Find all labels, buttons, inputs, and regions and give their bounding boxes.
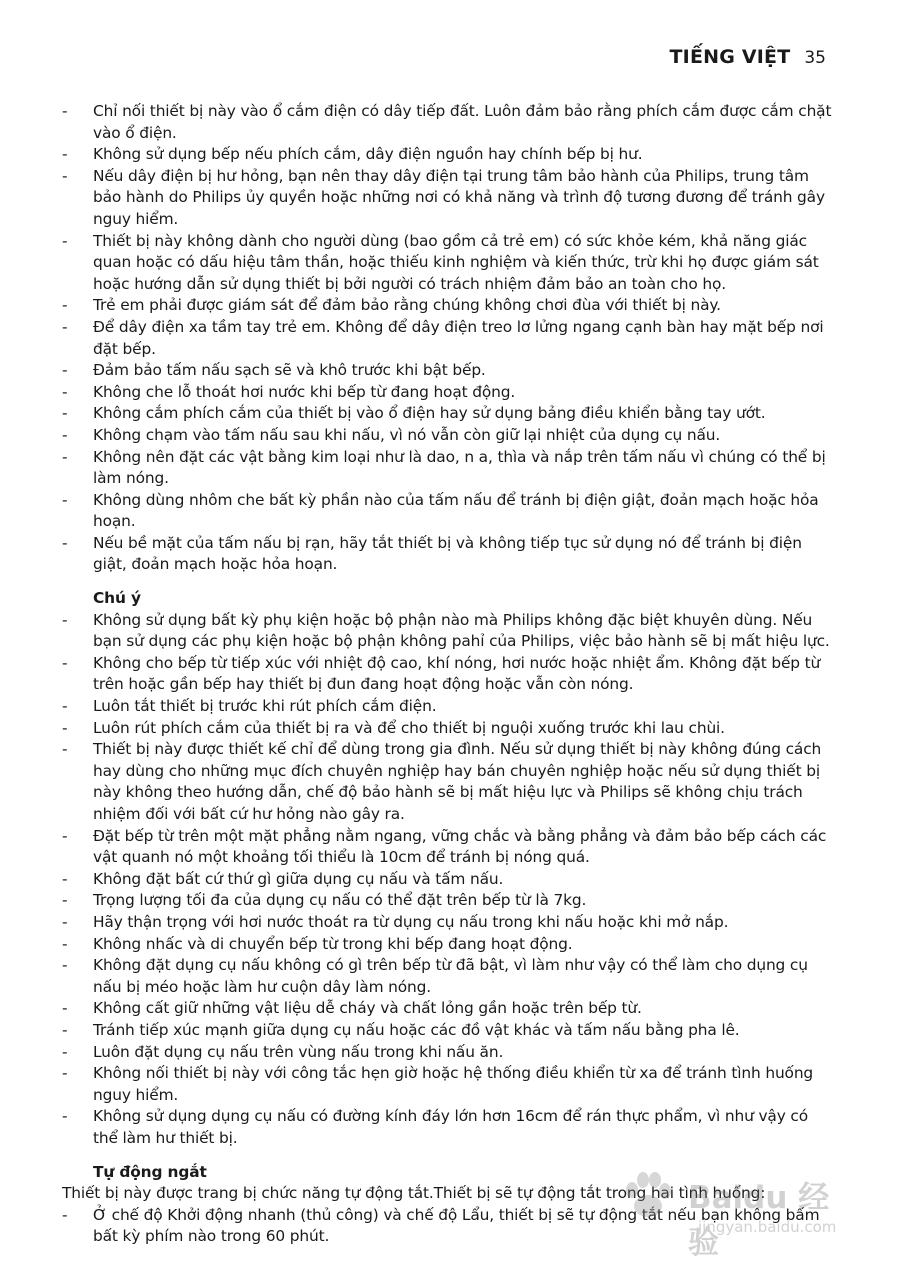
dash-bullet-icon: - — [62, 1064, 68, 1083]
dash-bullet-icon: - — [62, 826, 68, 845]
bullet-text: Không cắm phích cắm của thiết bị vào ổ điện hay sử dụng bảng điều khiển bằng tay ướt. — [93, 404, 766, 423]
bullet-item — [62, 490, 832, 533]
bullet-item — [62, 826, 832, 869]
bullet-text: Không nhấc và di chuyển bếp từ trong khi bếp đang hoạt động. — [93, 934, 573, 953]
bullet-text: Không che lỗ thoát hơi nước khi bếp từ đang hoạt động. — [93, 382, 516, 401]
dash-bullet-icon: - — [62, 718, 68, 737]
bullet-item — [62, 1106, 832, 1149]
watermark-brand: Baidu 经验 — [688, 1180, 830, 1261]
bullet-item — [62, 653, 832, 696]
page-number: 35 — [804, 48, 826, 68]
bullet-item — [62, 955, 832, 998]
bullet-item — [62, 101, 832, 144]
bullet-item — [62, 382, 832, 404]
bullet-text: Nếu bề mặt của tấm nấu bị rạn, hãy tắt thiết bị và không tiếp tục sử dụng nó để tránh bị điện giật, đoản mạch hoặc hỏa hoạn. — [93, 533, 802, 574]
bullet-text: Tránh tiếp xúc mạnh giữa dụng cụ nấu hoặc các đồ vật khác và tấm nấu bằng pha lê. — [93, 1020, 740, 1039]
bullet-item — [62, 295, 832, 317]
dash-bullet-icon: - — [62, 956, 68, 975]
bullet-item — [62, 718, 832, 740]
dash-bullet-icon: - — [62, 610, 68, 629]
bullet-item — [62, 739, 832, 825]
dash-bullet-icon: - — [62, 869, 68, 888]
bullet-item — [62, 144, 832, 166]
language-heading: TIẾNG VIỆT — [669, 46, 791, 68]
bullet-text: Không chạm vào tấm nấu sau khi nấu, vì nó vẫn còn giữ lại nhiệt của dụng cụ nấu. — [93, 425, 721, 444]
dash-bullet-icon: - — [62, 697, 68, 716]
bullet-item — [62, 1042, 832, 1064]
bullet-text: Luôn rút phích cắm của thiết bị ra và để cho thiết bị nguội xuống trước khi lau chùi. — [93, 718, 725, 737]
bullet-text: Hãy thận trọng với hơi nước thoát ra từ dụng cụ nấu trong khi nấu hoặc khi mở nắp. — [93, 912, 729, 931]
bullet-text: Thiết bị này không dành cho người dùng (bao gồm cả trẻ em) có sức khỏe kém, khả năng giác quan hoặc có dấu hiệu tâm thần, hoặc thiếu kinh nghiệm và kiến thức, trừ khi họ được giám sát hoặc hướng dẫn sử dụng thiết bị bởi người có trách nhiệm đảm bảo an toàn cho họ. — [93, 231, 819, 293]
dash-bullet-icon: - — [62, 425, 68, 444]
dash-bullet-icon: - — [62, 404, 68, 423]
bullet-item — [62, 231, 832, 296]
bullet-text: Không cho bếp từ tiếp xúc với nhiệt độ cao, khí nóng, hơi nước hoặc nhiệt ẩm. Không đặt bếp từ trên hoặc gần bếp hay thiết bị đun đang hoạt động hoặc vẫn còn nóng. — [93, 653, 821, 694]
bullet-text: Không đặt dụng cụ nấu không có gì trên bếp từ đã bật, vì làm như vậy có thể làm cho dụng cụ nấu bị méo hoặc làm hư cuộn dây làm nóng. — [93, 956, 808, 996]
dash-bullet-icon: - — [62, 1205, 68, 1224]
bullet-item — [62, 934, 832, 956]
bullet-text: Luôn đặt dụng cụ nấu trên vùng nấu trong khi nấu ăn. — [93, 1042, 504, 1061]
dash-bullet-icon: - — [62, 166, 68, 185]
dash-bullet-icon: - — [62, 102, 68, 120]
bullet-item — [62, 890, 832, 912]
warnings-list — [62, 101, 832, 576]
watermark — [612, 1162, 852, 1261]
bullet-text: Không cất giữ những vật liệu dễ cháy và chất lỏng gần hoặc trên bếp từ. — [93, 999, 642, 1018]
bullet-text: Không sử dụng dụng cụ nấu có đường kính đáy lớn hơn 16cm để rán thực phẩm, vì như vậy có thể làm hư thiết bị. — [93, 1107, 808, 1147]
dash-bullet-icon: - — [62, 231, 68, 250]
bullet-item — [62, 447, 832, 490]
bullet-text: Thiết bị này được thiết kế chỉ để dùng trong gia đình. Nếu sử dụng thiết bị này không đúng cách hay dùng cho những mục đích chuyên nghiệp hay bán chuyên nghiệp hoặc nếu sử dụng thiết bị này không theo hướng dẫn, chế độ bảo hành sẽ bị mất hiệu lực và Philips sẽ không chịu trách nhiệm đối với bất cứ hư hỏng nào gây ra. — [93, 740, 822, 823]
bullet-text: Không đặt bất cứ thứ gì giữa dụng cụ nấu và tấm nấu. — [93, 869, 504, 888]
bullet-text: Trẻ em phải được giám sát để đảm bảo rằng chúng không chơi đùa với thiết bị này. — [93, 296, 721, 315]
auto-off-intro: Thiết bị này được trang bị chức năng tự động tắt.Thiết bị sẽ tự động tắt trong hai tình huống: — [62, 1184, 766, 1203]
dash-bullet-icon: - — [62, 361, 68, 380]
bullet-item — [62, 166, 832, 231]
caution-list — [62, 610, 832, 1150]
dash-bullet-icon: - — [62, 533, 68, 552]
auto-off-heading: Tự động ngắt — [93, 1162, 207, 1181]
dash-bullet-icon: - — [62, 653, 68, 672]
dash-bullet-icon: - — [62, 999, 68, 1018]
bullet-item — [62, 1063, 832, 1106]
bullet-text: Không sử dụng bếp nếu phích cắm, dây điện nguồn hay chính bếp bị hư. — [93, 145, 643, 164]
bullet-text: Chỉ nối thiết bị này vào ổ cắm điện có dây tiếp đất. Luôn đảm bảo rằng phích cắm được cắm chặt vào ổ điện. — [93, 102, 832, 142]
dash-bullet-icon: - — [62, 382, 68, 401]
dash-bullet-icon: - — [62, 1020, 68, 1039]
dash-bullet-icon: - — [62, 934, 68, 953]
bullet-item — [62, 1020, 832, 1042]
bullet-text: Không nối thiết bị này với công tắc hẹn giờ hoặc hệ thống điều khiển từ xa để tránh tình huống nguy hiểm. — [93, 1064, 814, 1104]
dash-bullet-icon: - — [62, 145, 68, 164]
bullet-text: Đặt bếp từ trên một mặt phẳng nằm ngang, vững chắc và bằng phẳng và đảm bảo bếp cách các vật quanh nó một khoảng tối thiểu là 10cm để tránh bị nóng quá. — [93, 826, 827, 867]
bullet-item — [62, 533, 832, 576]
bullet-text: Không sử dụng bất kỳ phụ kiện hoặc bộ phận nào mà Philips không đặc biệt khuyên dùng. Nếu bạn sử dụng các phụ kiện hoặc bộ phận không pahỉ của Philips, việc bảo hành sẽ bị mất hiệu lực. — [93, 610, 830, 651]
bullet-item — [62, 696, 832, 718]
dash-bullet-icon: - — [62, 1042, 68, 1061]
dash-bullet-icon: - — [62, 1107, 68, 1126]
bullet-text: Để dây điện xa tầm tay trẻ em. Không để dây điện treo lơ lửng ngang cạnh bàn hay mặt bếp nơi đặt bếp. — [93, 317, 824, 358]
dash-bullet-icon: - — [62, 912, 68, 931]
bullet-item — [62, 403, 832, 425]
caution-heading: Chú ý — [93, 589, 141, 608]
bullet-item — [62, 610, 832, 653]
bullet-item — [62, 912, 832, 934]
bullet-text: Ở chế độ Khởi động nhanh (thủ công) và chế độ Lẩu, thiết bị sẽ tự động tắt nếu bạn không bấm bất kỳ phím nào trong 60 phút. — [93, 1205, 820, 1246]
page-header — [670, 46, 826, 68]
paw-logo-icon — [618, 1166, 678, 1226]
bullet-text: Không nên đặt các vật bằng kim loại như là dao, n a, thìa và nắp trên tấm nấu vì chúng có thể bị làm nóng. — [93, 447, 826, 488]
dash-bullet-icon: - — [62, 447, 68, 466]
dash-bullet-icon: - — [62, 490, 68, 509]
dash-bullet-icon: - — [62, 740, 68, 759]
bullet-item — [62, 317, 832, 360]
watermark-url: jingyan.baidu.com — [698, 1218, 837, 1236]
bullet-item — [62, 869, 832, 891]
bullet-item — [62, 360, 832, 382]
bullet-item — [62, 998, 832, 1020]
dash-bullet-icon: - — [62, 317, 68, 336]
bullet-text: Nếu dây điện bị hư hỏng, bạn nên thay dây điện tại trung tâm bảo hành của Philips, trung tâm bảo hành do Philips ủy quyền hoặc những nơi có khả năng và trình độ tương đương để tránh gây nguy hiểm. — [93, 166, 825, 228]
bullet-text: Trọng lượng tối đa của dụng cụ nấu có thể đặt trên bếp từ là 7kg. — [93, 891, 587, 910]
bullet-item — [62, 425, 832, 447]
dash-bullet-icon: - — [62, 296, 68, 315]
bullet-text: Luôn tắt thiết bị trước khi rút phích cắm điện. — [93, 697, 437, 716]
bullet-text: Đảm bảo tấm nấu sạch sẽ và khô trước khi bật bếp. — [93, 361, 486, 380]
bullet-text: Không dùng nhôm che bất kỳ phần nào của tấm nấu để tránh bị điện giật, đoản mạch hoặc hỏa hoạn. — [93, 490, 819, 531]
document-body — [62, 101, 832, 1248]
dash-bullet-icon: - — [62, 891, 68, 910]
